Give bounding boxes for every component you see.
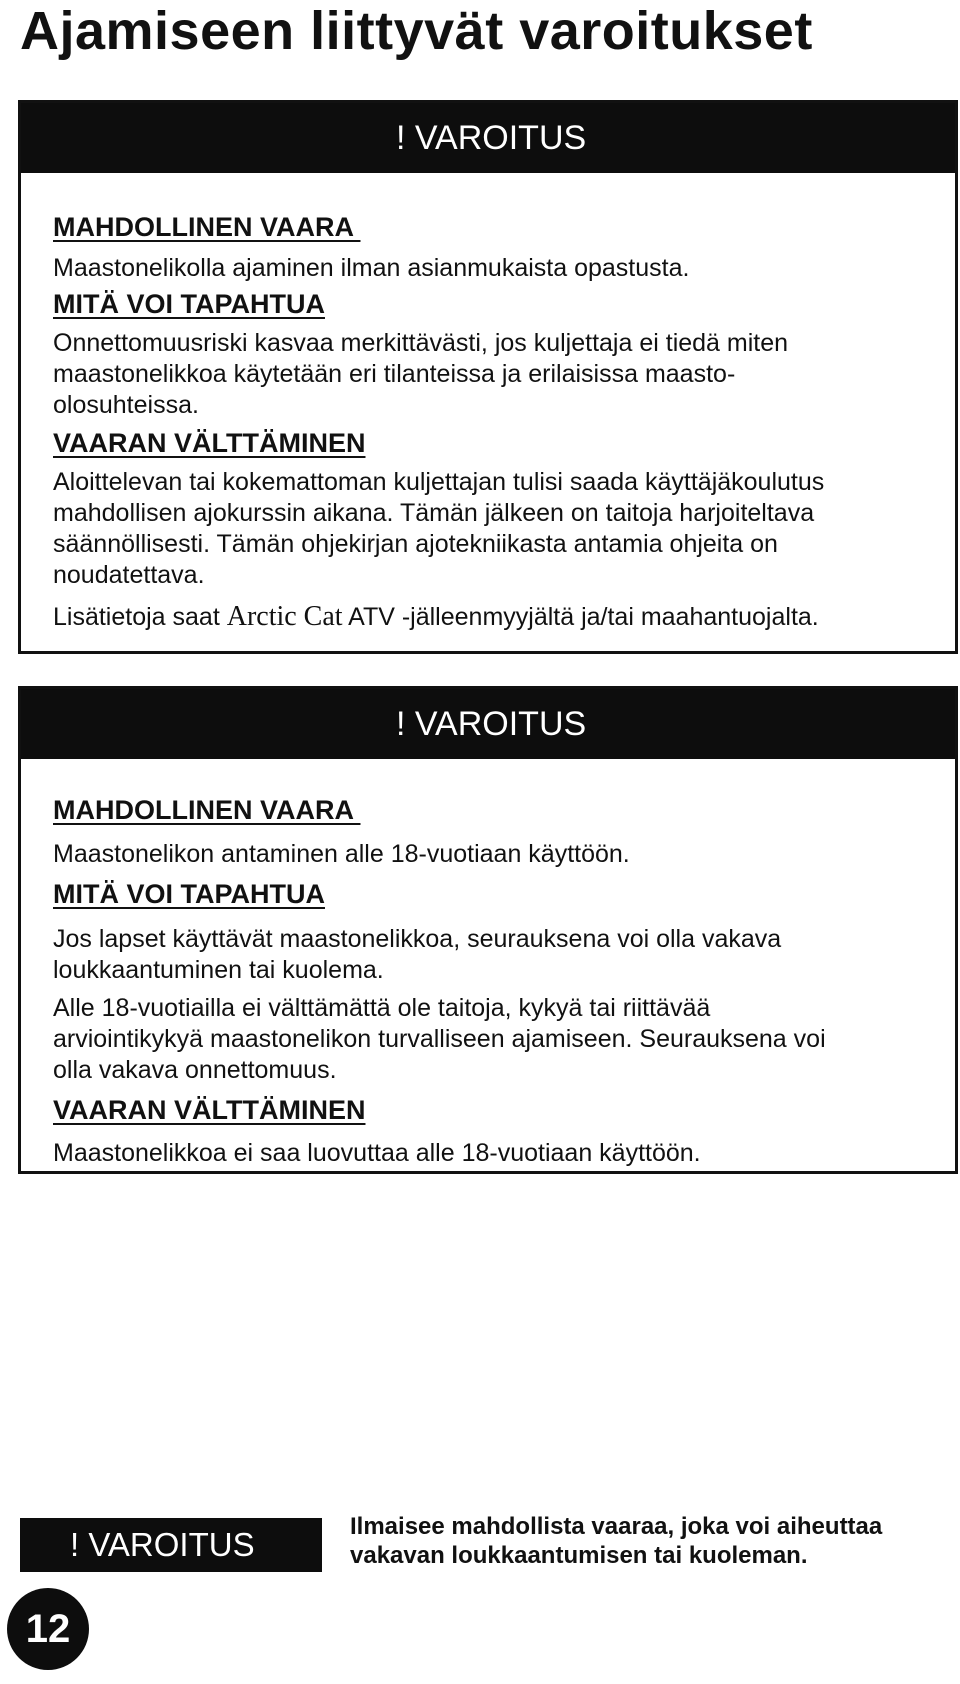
page-title: Ajamiseen liittyvät varoitukset bbox=[20, 1, 813, 61]
consequence-text-line: loukkaantuminen tai kuolema. bbox=[53, 956, 384, 984]
consequence-text-line: Onnettomuusriski kasvaa merkittävästi, jos kuljettaja ei tiedä miten bbox=[53, 329, 789, 357]
consequence-text-line: maastonelikkoa käytetään eri tilanteissa ja erilaisissa maasto- bbox=[53, 360, 736, 388]
avoidance-text-line: noudatettava. bbox=[53, 561, 205, 589]
hazard-text: Maastonelikon antaminen alle 18-vuotiaan käyttöön. bbox=[53, 840, 630, 868]
consequence-text-line: arviointikykyä maastonelikon turvalliseen ajamiseen. Seurauksena voi bbox=[53, 1025, 826, 1053]
avoidance-label: VAARAN VÄLTTÄMINEN bbox=[53, 1095, 366, 1125]
avoidance-text-line: mahdollisen ajokurssin aikana. Tämän jälkeen on taitoja harjoiteltava bbox=[53, 499, 815, 527]
warning-legend-text bbox=[350, 1512, 882, 1570]
page-number-badge: 12 bbox=[7, 1588, 89, 1670]
hazard-label: MAHDOLLINEN VAARA bbox=[53, 212, 361, 242]
warning-header: ! VAROITUS bbox=[21, 689, 955, 759]
avoidance-text-line: Aloittelevan tai kokemattoman kuljettajan tulisi saada käyttäjäkoulutus bbox=[53, 468, 825, 496]
warning-box-driving-instruction bbox=[18, 100, 958, 654]
consequence-text-line: olosuhteissa. bbox=[53, 391, 199, 419]
hazard-text: Maastonelikolla ajaminen ilman asianmukaista opastusta. bbox=[53, 254, 690, 282]
dealer-info-suffix: ATV -jälleenmyyjältä ja/tai maahantuojalta. bbox=[342, 603, 819, 631]
warning-box-age-limit bbox=[18, 686, 958, 1174]
avoidance-text-line: säännöllisesti. Tämän ohjekirjan ajotekniikasta antamia ohjeita on bbox=[53, 530, 778, 558]
brand-name: Arctic Cat bbox=[226, 601, 343, 632]
legend-text-line: vakavan loukkaantumisen tai kuoleman. bbox=[350, 1542, 808, 1569]
warning-body bbox=[21, 794, 955, 1169]
dealer-info bbox=[53, 601, 955, 633]
avoidance-label: VAARAN VÄLTTÄMINEN bbox=[53, 428, 366, 458]
avoidance-text: Maastonelikkoa ei saa luovuttaa alle 18-vuotiaan käyttöön. bbox=[53, 1139, 701, 1167]
warning-legend-badge: ! VAROITUS bbox=[20, 1518, 322, 1572]
warning-body bbox=[21, 211, 955, 633]
dealer-info-prefix: Lisätietoja saat bbox=[53, 603, 227, 631]
legend-text-line: Ilmaisee mahdollista vaaraa, joka voi aiheuttaa bbox=[350, 1513, 883, 1540]
consequence-label: MITÄ VOI TAPAHTUA bbox=[53, 879, 325, 909]
warning-header: ! VAROITUS bbox=[21, 103, 955, 173]
consequence-text-line: olla vakava onnettomuus. bbox=[53, 1056, 337, 1084]
consequence-text-line: Alle 18-vuotiailla ei välttämättä ole taitoja, kykyä tai riittävää bbox=[53, 994, 711, 1022]
consequence-text-line: Jos lapset käyttävät maastonelikkoa, seurauksena voi olla vakava bbox=[53, 925, 782, 953]
hazard-label: MAHDOLLINEN VAARA bbox=[53, 795, 361, 825]
consequence-label: MITÄ VOI TAPAHTUA bbox=[53, 289, 325, 319]
